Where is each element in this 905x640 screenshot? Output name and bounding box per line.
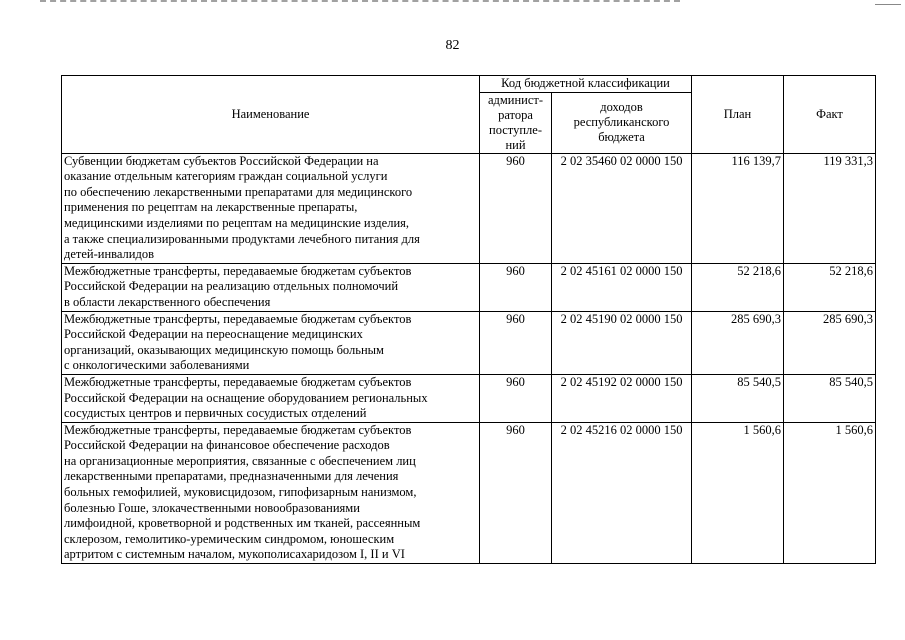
row-income-code: 2 02 35460 02 0000 150 xyxy=(552,153,692,263)
row-admin-code: 960 xyxy=(480,422,552,563)
header-admin: админист- ратора поступле- ний xyxy=(480,92,552,153)
row-name-line: больных гемофилией, муковисцидозом, гипофизарным нанизмом, xyxy=(64,485,417,500)
row-name xyxy=(62,153,480,263)
row-income-code: 2 02 45192 02 0000 150 xyxy=(552,374,692,422)
row-fact: 119 331,3 xyxy=(784,153,876,263)
header-name: Наименование xyxy=(62,76,480,154)
row-name-line: детей-инвалидов xyxy=(64,247,154,262)
row-plan: 1 560,6 xyxy=(692,422,784,563)
scan-edge-artifact xyxy=(40,0,680,5)
row-name-line: сосудистых центров и первичных сосудистых отделений xyxy=(64,406,367,421)
row-name-line: Российской Федерации на реализацию отдельных полномочий xyxy=(64,279,399,294)
row-name-line: Межбюджетные трансферты, передаваемые бюджетам субъектов xyxy=(64,374,412,389)
row-name-line: Российской Федерации на оснащение оборудованием региональных xyxy=(64,390,428,405)
row-name-line: на организационные мероприятия, связанные с обеспечением лиц xyxy=(64,453,416,468)
row-name-line: а также специализированными продуктами лечебного питания для xyxy=(64,231,420,246)
row-name-line: с онкологическими заболеваниями xyxy=(64,358,250,373)
budget-table xyxy=(61,75,876,564)
table-body xyxy=(62,153,876,563)
row-name-line: Межбюджетные трансферты, передаваемые бюджетам субъектов xyxy=(64,311,412,326)
row-plan: 116 139,7 xyxy=(692,153,784,263)
table-row xyxy=(62,374,876,422)
row-name-line: артритом с системным началом, мукополисахаридозом I, II и VI xyxy=(64,547,405,562)
row-income-code: 2 02 45190 02 0000 150 xyxy=(552,311,692,374)
row-name-line: по обеспечению лекарственными препаратами для медицинского xyxy=(64,184,413,199)
table-row xyxy=(62,422,876,563)
row-plan: 85 540,5 xyxy=(692,374,784,422)
row-plan: 52 218,6 xyxy=(692,263,784,311)
row-admin-code: 960 xyxy=(480,153,552,263)
row-name-line: оказание отдельным категориям граждан социальной услуги xyxy=(64,169,388,184)
row-admin-code: 960 xyxy=(480,311,552,374)
row-name-line: Российской Федерации на переоснащение медицинских xyxy=(64,327,363,342)
row-fact: 52 218,6 xyxy=(784,263,876,311)
row-fact: 85 540,5 xyxy=(784,374,876,422)
row-income-code: 2 02 45216 02 0000 150 xyxy=(552,422,692,563)
row-name xyxy=(62,263,480,311)
header-code-group: Код бюджетной классификации xyxy=(480,76,692,93)
header-fact: Факт xyxy=(784,76,876,154)
row-name-line: Межбюджетные трансферты, передаваемые бюджетам субъектов xyxy=(64,263,412,278)
row-admin-code: 960 xyxy=(480,374,552,422)
row-name-line: лимфоидной, кроветворной и родственных им тканей, рассеянным xyxy=(64,516,421,531)
row-admin-code: 960 xyxy=(480,263,552,311)
row-name-line: Российской Федерации на финансовое обеспечение расходов xyxy=(64,438,390,453)
row-income-code: 2 02 45161 02 0000 150 xyxy=(552,263,692,311)
row-name-line: лекарственными препаратами, предназначенными для лечения xyxy=(64,469,399,484)
scan-corner-mark xyxy=(875,4,901,5)
row-fact: 1 560,6 xyxy=(784,422,876,563)
row-name xyxy=(62,422,480,563)
row-name-line: Межбюджетные трансферты, передаваемые бюджетам субъектов xyxy=(64,422,412,437)
table-row xyxy=(62,311,876,374)
row-plan: 285 690,3 xyxy=(692,311,784,374)
row-name-line: применения по рецептам на лекарственные препараты, xyxy=(64,200,358,215)
row-name xyxy=(62,374,480,422)
row-name-line: в области лекарственного обеспечения xyxy=(64,294,271,309)
row-fact: 285 690,3 xyxy=(784,311,876,374)
table-row xyxy=(62,263,876,311)
row-name-line: болезнью Гоше, злокачественными новообразованиями xyxy=(64,500,360,515)
table-row xyxy=(62,153,876,263)
row-name-line: Субвенции бюджетам субъектов Российской Федерации на xyxy=(64,153,379,168)
page-number: 82 xyxy=(445,38,460,53)
row-name xyxy=(62,311,480,374)
row-name-line: медицинскими изделиями по рецептам на медицинские изделия, xyxy=(64,215,410,230)
header-plan: План xyxy=(692,76,784,154)
row-name-line: склерозом, гемолитико-уремическим синдромом, юношеским xyxy=(64,531,395,546)
header-income: доходов республиканского бюджета xyxy=(552,92,692,153)
row-name-line: организаций, оказывающих медицинскую помощь больным xyxy=(64,342,384,357)
